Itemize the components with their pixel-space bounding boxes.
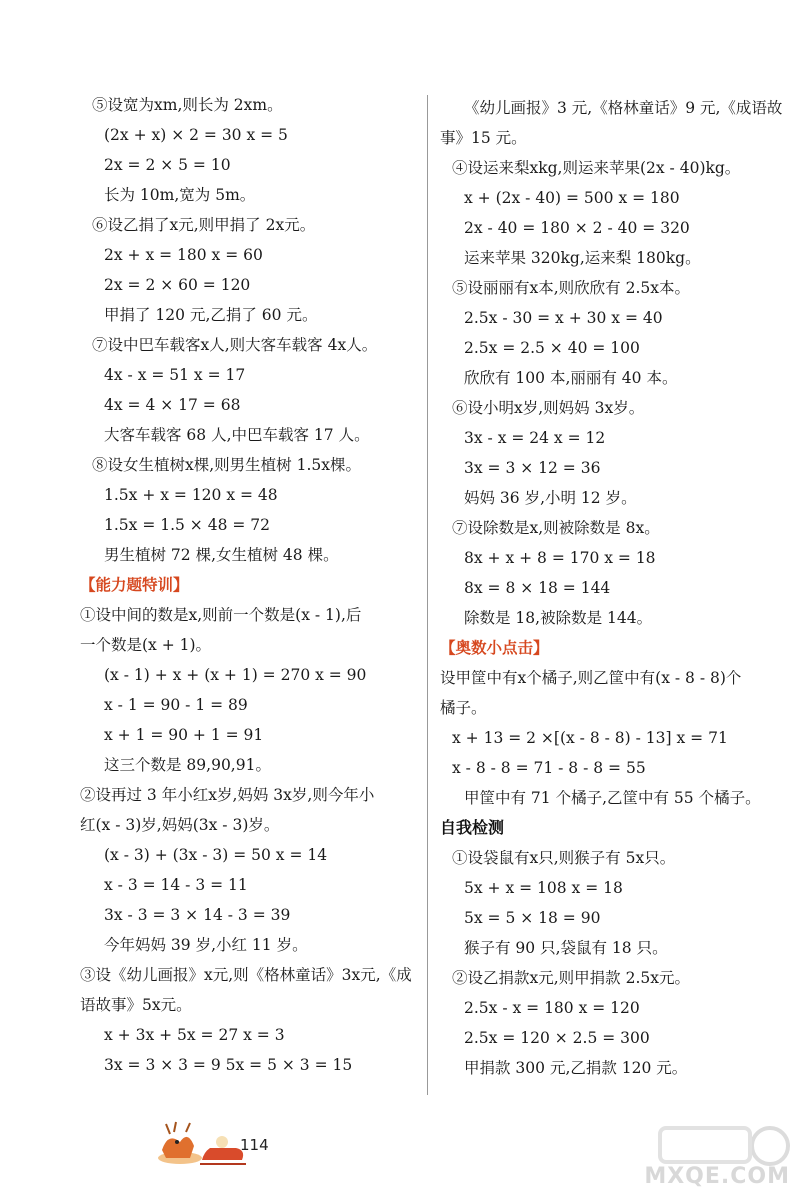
section-heading: 自我检测: [440, 818, 505, 837]
text-line: 3x = 3 × 3 = 9 5x = 5 × 3 = 15: [104, 1056, 353, 1074]
footer-decoration: [150, 1120, 290, 1170]
text-line: 5x + x = 108 x = 18: [464, 879, 623, 897]
text-line: (x - 3) + (3x - 3) = 50 x = 14: [104, 846, 328, 864]
text-line: 4x - x = 51 x = 17: [104, 366, 246, 384]
text-line: ④设运来梨xkg,则运来苹果(2x - 40)kg。: [452, 159, 741, 177]
text-line: 红(x - 3)岁,妈妈(3x - 3)岁。: [80, 816, 280, 834]
text-line: 3x - x = 24 x = 12: [464, 429, 606, 447]
text-line: 8x + x + 8 = 170 x = 18: [464, 549, 656, 567]
text-line: ⑤设宽为xm,则长为 2xm。: [92, 96, 283, 114]
right-column: [440, 93, 790, 1083]
text-line: 大客车载客 68 人,中巴车载客 17 人。: [104, 426, 370, 444]
text-line: x - 1 = 90 - 1 = 89: [104, 696, 248, 714]
watermark-text: MXQE.COM: [644, 1164, 790, 1189]
text-line: 2x + x = 180 x = 60: [104, 246, 263, 264]
text-line: 猴子有 90 只,袋鼠有 18 只。: [464, 939, 668, 957]
text-line: 设甲筐中有x个橘子,则乙筐中有(x - 8 - 8)个: [440, 669, 742, 687]
section-heading: 【能力题特训】: [80, 576, 189, 594]
text-line: 5x = 5 × 18 = 90: [464, 909, 601, 927]
text-line: ③设《幼儿画报》x元,则《格林童话》3x元,《成: [80, 966, 412, 984]
text-line: 一个数是(x + 1)。: [80, 636, 212, 654]
text-line: 欣欣有 100 本,丽丽有 40 本。: [464, 369, 678, 387]
text-line: 1.5x + x = 120 x = 48: [104, 486, 278, 504]
text-line: ⑥设小明x岁,则妈妈 3x岁。: [452, 399, 645, 417]
text-line: ⑦设除数是x,则被除数是 8x。: [452, 519, 660, 537]
text-line: 事》15 元。: [440, 129, 527, 147]
text-line: 2x = 2 × 60 = 120: [104, 276, 251, 294]
text-line: 妈妈 36 岁,小明 12 岁。: [464, 489, 637, 507]
text-line: x + 3x + 5x = 27 x = 3: [104, 1026, 285, 1044]
section-heading: 【奥数小点击】: [440, 639, 549, 657]
text-line: 3x - 3 = 3 × 14 - 3 = 39: [104, 906, 291, 924]
text-line: 1.5x = 1.5 × 48 = 72: [104, 516, 271, 534]
text-line: ②设乙捐款x元,则甲捐款 2.5x元。: [452, 969, 690, 987]
text-line: 4x = 4 × 17 = 68: [104, 396, 241, 414]
text-line: 《幼儿画报》3 元,《格林童话》9 元,《成语故: [464, 99, 783, 117]
text-line: 3x = 3 × 12 = 36: [464, 459, 601, 477]
text-line: x - 3 = 14 - 3 = 11: [104, 876, 248, 894]
text-line: ⑤设丽丽有x本,则欣欣有 2.5x本。: [452, 279, 690, 297]
page-number: 114: [240, 1136, 269, 1154]
watermark: [600, 1120, 800, 1195]
text-line: x + 1 = 90 + 1 = 91: [104, 726, 264, 744]
text-line: x + 13 = 2 ×[(x - 8 - 8) - 13] x = 71: [452, 729, 728, 747]
text-line: 甲筐中有 71 个橘子,乙筐中有 55 个橘子。: [464, 789, 761, 807]
text-line: (x - 1) + x + (x + 1) = 270 x = 90: [104, 666, 367, 684]
text-line: 橘子。: [440, 699, 487, 717]
text-line: 今年妈妈 39 岁,小红 11 岁。: [104, 936, 308, 954]
text-line: 长为 10m,宽为 5m。: [104, 186, 256, 204]
text-line: x - 8 - 8 = 71 - 8 - 8 = 55: [452, 759, 646, 777]
text-line: 2.5x = 120 × 2.5 = 300: [464, 1029, 650, 1047]
text-line: ⑦设中巴车载客x人,则大客车载客 4x人。: [92, 336, 378, 354]
text-line: 语故事》5x元。: [80, 996, 192, 1014]
text-line: 甲捐款 300 元,乙捐款 120 元。: [464, 1059, 688, 1077]
text-line: 除数是 18,被除数是 144。: [464, 609, 653, 627]
text-line: 甲捐了 120 元,乙捐了 60 元。: [104, 306, 318, 324]
text-line: 运来苹果 320kg,运来梨 180kg。: [464, 249, 701, 267]
text-line: 2.5x - 30 = x + 30 x = 40: [464, 309, 663, 327]
text-line: ①设中间的数是x,则前一个数是(x - 1),后: [80, 606, 362, 624]
text-line: (2x + x) × 2 = 30 x = 5: [104, 126, 288, 144]
text-line: ①设袋鼠有x只,则猴子有 5x只。: [452, 849, 676, 867]
text-line: 2.5x = 2.5 × 40 = 100: [464, 339, 640, 357]
reindeer-sleigh-icon: [150, 1120, 250, 1170]
text-line: x + (2x - 40) = 500 x = 180: [464, 189, 680, 207]
column-divider: [427, 95, 428, 1095]
text-line: ⑧设女生植树x棵,则男生植树 1.5x棵。: [92, 456, 361, 474]
text-line: 8x = 8 × 18 = 144: [464, 579, 611, 597]
text-line: ⑥设乙捐了x元,则甲捐了 2x元。: [92, 216, 316, 234]
text-line: 2x = 2 × 5 = 10: [104, 156, 231, 174]
left-column: [80, 90, 415, 1080]
text-line: ②设再过 3 年小红x岁,妈妈 3x岁,则今年小: [80, 786, 375, 804]
text-line: 这三个数是 89,90,91。: [104, 756, 271, 774]
text-line: 2.5x - x = 180 x = 120: [464, 999, 640, 1017]
text-line: 男生植树 72 棵,女生植树 48 棵。: [104, 546, 339, 564]
text-line: 2x - 40 = 180 × 2 - 40 = 320: [464, 219, 690, 237]
